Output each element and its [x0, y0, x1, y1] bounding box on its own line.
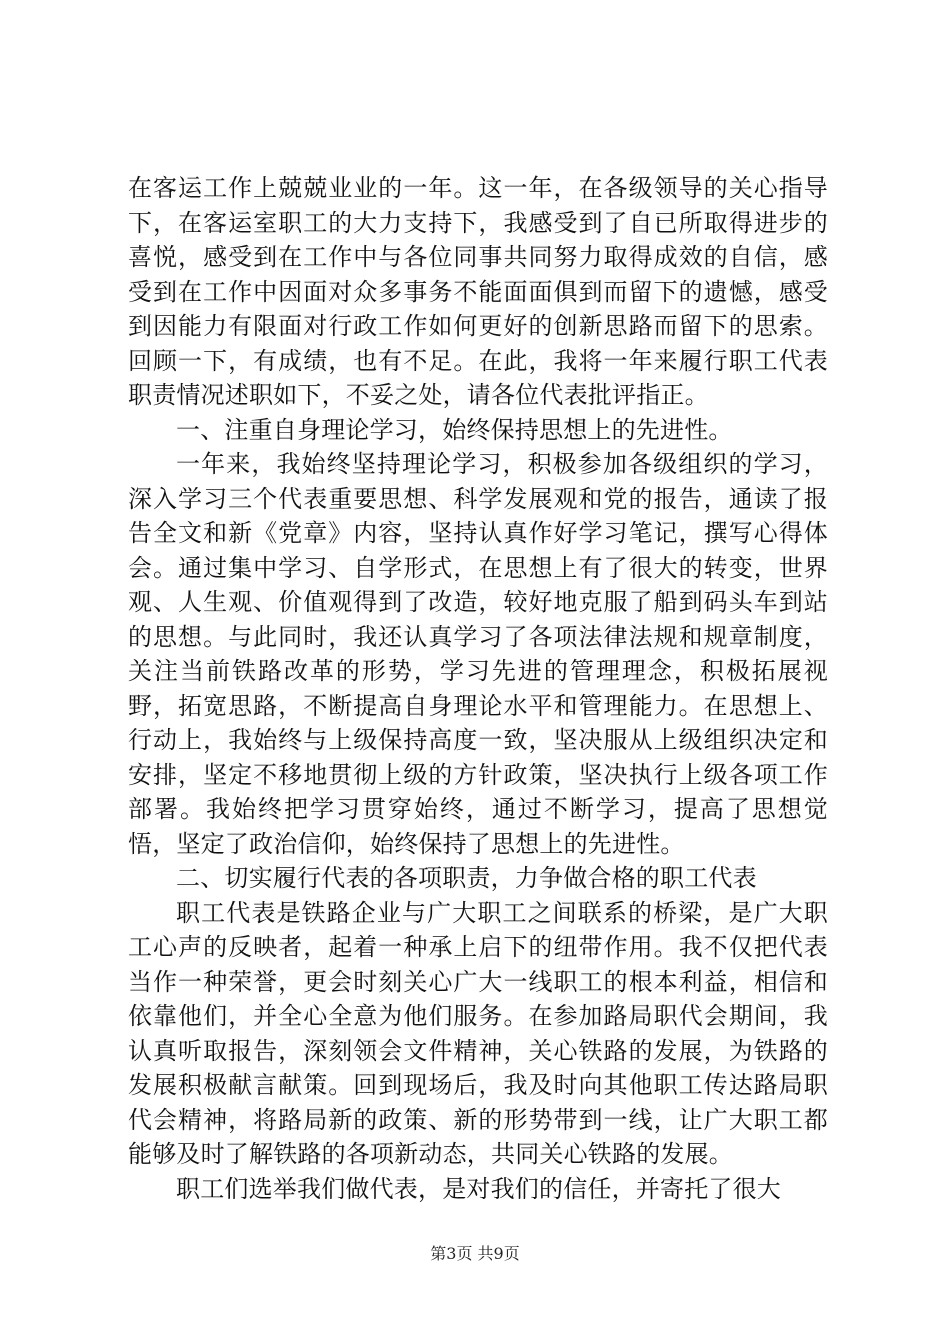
document-body [128, 171, 828, 1206]
section-heading-2: 二、切实履行代表的各项职责，力争做合格的职工代表 [176, 864, 757, 892]
section-heading-1: 一、注重自身理论学习，始终保持思想上的先进性。 [176, 415, 733, 444]
paragraph-representative: 职工代表是铁路企业与广大职工之间联系的桥梁，是广大职工心声的反映者，起着一种承上启下的纽带作用。我不仅把代表当作一种荣誉，更会时刻关心广大一线职工的根本利益，相信和依靠他们，并全心全意为他们服务。在参加路局职代会期间，我认真听取报告，深刻领会文件精神，关心铁路的发展，为铁路的发展积极献言献策。回到现场后，我及时向其他职工传达路局职代会精神，将路局新的政策、新的形势带到一线，让广大职工都能够及时了解铁路的各项新动态，共同关心铁路的发展。 [128, 898, 828, 1168]
page-footer: 第3页 共9页 [430, 1244, 520, 1263]
paragraph-study: 一年来，我始终坚持理论学习，积极参加各级组织的学习，深入学习三个代表重要思想、科学发展观和党的报告，通读了报告全文和新《党章》内容，坚持认真作好学习笔记，撰写心得体会。通过集中学习、自学形式，在思想上有了很大的转变，世界观、人生观、价值观得到了改造，较好地克服了船到码头车到站的思想。与此同时，我还认真学习了各项法律法规和规章制度，关注当前铁路改革的形势，学习先进的管理理念，积极拓展视野，拓宽思路，不断提高自身理论水平和管理能力。在思想上、行动上，我始终与上级保持高度一致，坚决服从上级组织决定和安排，坚定不移地贯彻上级的方针政策，坚决执行上级各项工作部署。我始终把学习贯穿始终，通过不断学习，提高了思想觉悟，坚定了政治信仰，始终保持了思想上的先进性。 [128, 450, 828, 858]
paragraph-intro-continued: 在客运工作上兢兢业业的一年。这一年，在各级领导的关心指导下，在客运室职工的大力支持下，我感受到了自已所取得进步的喜悦，感受到在工作中与各位同事共同努力取得成效的自信，感受到在工作中因面对众多事务不能面面俱到而留下的遗憾，感受到因能力有限面对行政工作如何更好的创新思路而留下的思索。回顾一下，有成绩，也有不足。在此，我将一年来履行职工代表职责情况述职如下，不妥之处，请各位代表批评指正。 [128, 174, 828, 409]
paragraph-trust: 职工们选举我们做代表，是对我们的信任，并寄托了很大 [176, 1174, 781, 1203]
